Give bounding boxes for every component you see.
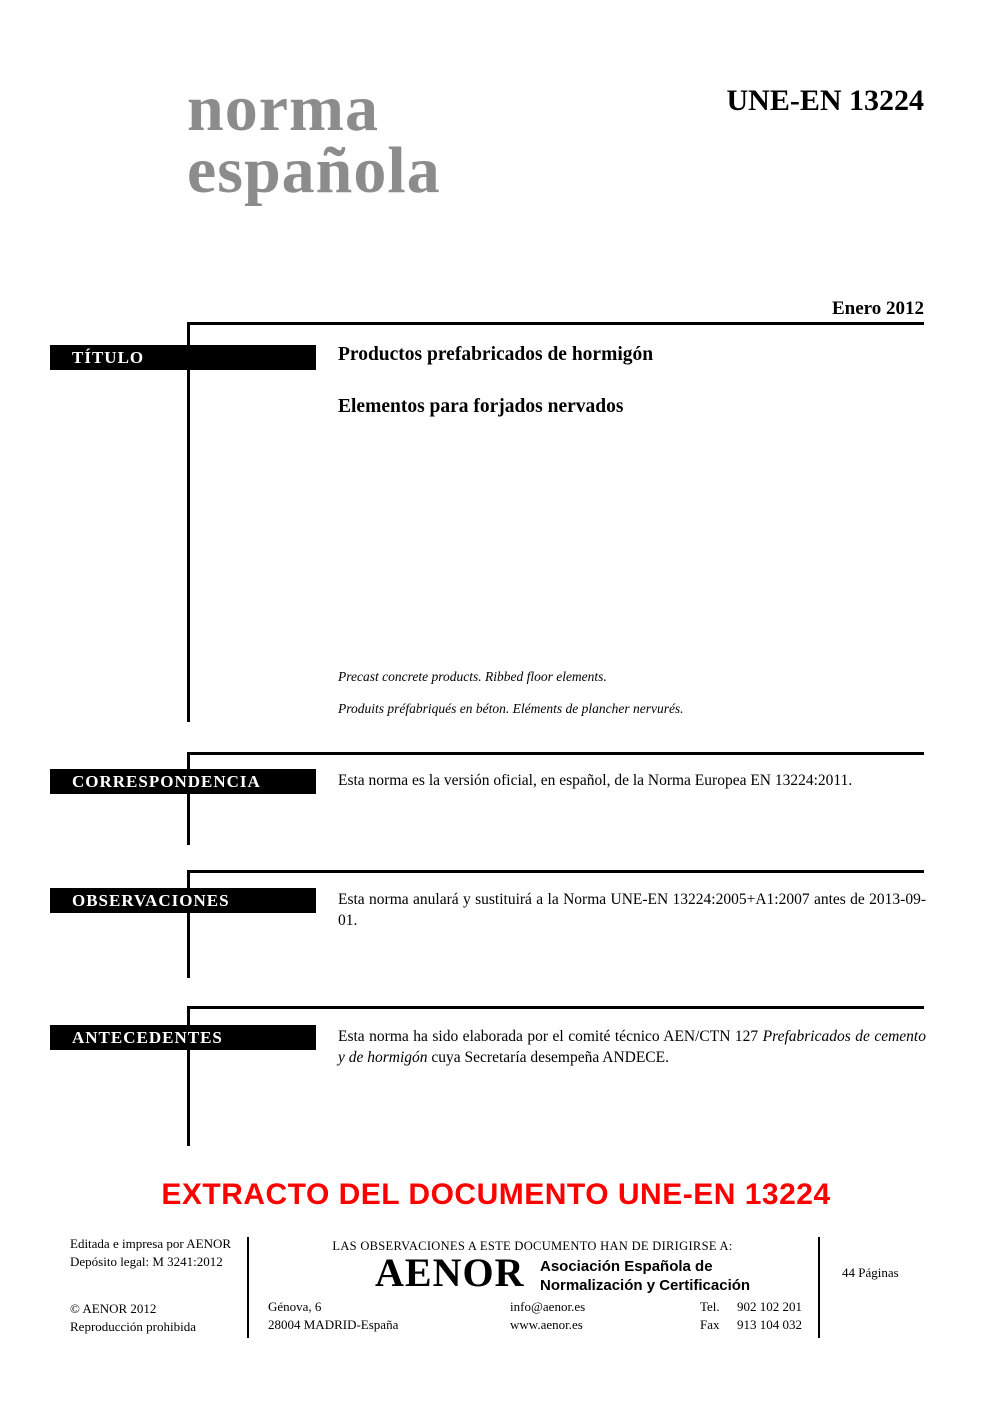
- rule-titulo: [187, 322, 924, 325]
- correspondencia-label-box: [50, 769, 316, 794]
- footer-address: [268, 1298, 398, 1333]
- document-date: Enero 2012: [831, 298, 924, 319]
- norma-espanola-logo: [187, 72, 441, 207]
- extract-notice: EXTRACTO DEL DOCUMENTO UNE-EN 13224: [161, 1178, 831, 1211]
- footer-page-count: 44 Páginas: [842, 1265, 899, 1280]
- antecedentes-text-before: Esta norma ha sido elaborada por el comité técnico AEN/CTN 127: [338, 1028, 763, 1045]
- footer-phone-labels: [700, 1298, 720, 1333]
- antecedentes-label-box: [50, 1025, 316, 1050]
- footer-contact-web: [510, 1298, 585, 1333]
- footer-fax-label: Fax: [700, 1316, 720, 1332]
- aenor-tagline-line1: Asociación Española de: [540, 1258, 713, 1275]
- footer-publisher: [70, 1235, 231, 1270]
- footer-address-line2: 28004 MADRID-España: [268, 1316, 399, 1332]
- titulo-label-box: [50, 345, 316, 370]
- footer-email: info@aenor.es: [510, 1299, 586, 1314]
- antecedentes-text-italic: Prefabricados de cemento y de hormigón: [338, 1028, 926, 1066]
- antecedentes-text-after: cuya Secretaría desempeña ANDECE.: [427, 1049, 669, 1066]
- footer-website: www.aenor.es: [510, 1316, 583, 1332]
- title-french: Produits préfabriqués en béton. Eléments de plancher nervurés.: [338, 701, 684, 716]
- antecedentes-text: [338, 1026, 926, 1068]
- rule-observaciones: [187, 870, 924, 873]
- logo-line-1: norma: [187, 72, 379, 145]
- title-spanish-line2: Elementos para forjados nervados: [338, 396, 624, 417]
- footer-copyright-line1: © AENOR 2012: [70, 1301, 157, 1316]
- footer-publisher-line2: Depósito legal: M 3241:2012: [70, 1253, 223, 1269]
- rule-antecedentes: [187, 1006, 924, 1009]
- aenor-logo: AENOR: [375, 1250, 525, 1295]
- footer-publisher-line1: Editada e impresa por AENOR: [70, 1236, 232, 1251]
- footer-fax-value: 913 104 032: [737, 1316, 802, 1332]
- footer-tel-label: Tel.: [700, 1299, 720, 1314]
- aenor-tagline: [540, 1258, 750, 1295]
- footer-copyright: [70, 1300, 196, 1335]
- footer-copyright-line2: Reproducción prohibida: [70, 1318, 196, 1334]
- footer-tel-value: 902 102 201: [737, 1299, 802, 1314]
- titulo-label: TÍTULO: [72, 347, 145, 367]
- logo-line-2: española: [187, 134, 441, 207]
- footer-phone-values: [737, 1298, 802, 1333]
- footer-notice: LAS OBSERVACIONES A ESTE DOCUMENTO HAN DE DIRIGIRSE A:: [332, 1239, 733, 1253]
- vline-titulo: [187, 322, 190, 722]
- correspondencia-label: CORRESPONDENCIA: [72, 771, 261, 791]
- title-english: Precast concrete products. Ribbed floor elements.: [338, 669, 607, 684]
- footer-address-line1: Génova, 6: [268, 1299, 322, 1314]
- footer-divider-right: [818, 1237, 820, 1338]
- title-spanish-line1: Productos prefabricados de hormigón: [338, 344, 654, 365]
- rule-correspondencia: [187, 752, 924, 755]
- antecedentes-label: ANTECEDENTES: [72, 1027, 223, 1047]
- observaciones-text: Esta norma anulará y sustituirá a la Norma UNE-EN 13224:2005+A1:2007 antes de 2013-09-01.: [338, 891, 926, 929]
- document-code: UNE-EN 13224: [726, 84, 924, 117]
- vline-observaciones: [187, 870, 190, 978]
- aenor-tagline-line2: Normalización y Certificación: [540, 1276, 751, 1294]
- observaciones-label: OBSERVACIONES: [72, 890, 230, 910]
- vline-correspondencia: [187, 752, 190, 845]
- correspondencia-text: Esta norma es la versión oficial, en español, de la Norma Europea EN 13224:2011.: [338, 772, 853, 789]
- observaciones-label-box: [50, 888, 316, 913]
